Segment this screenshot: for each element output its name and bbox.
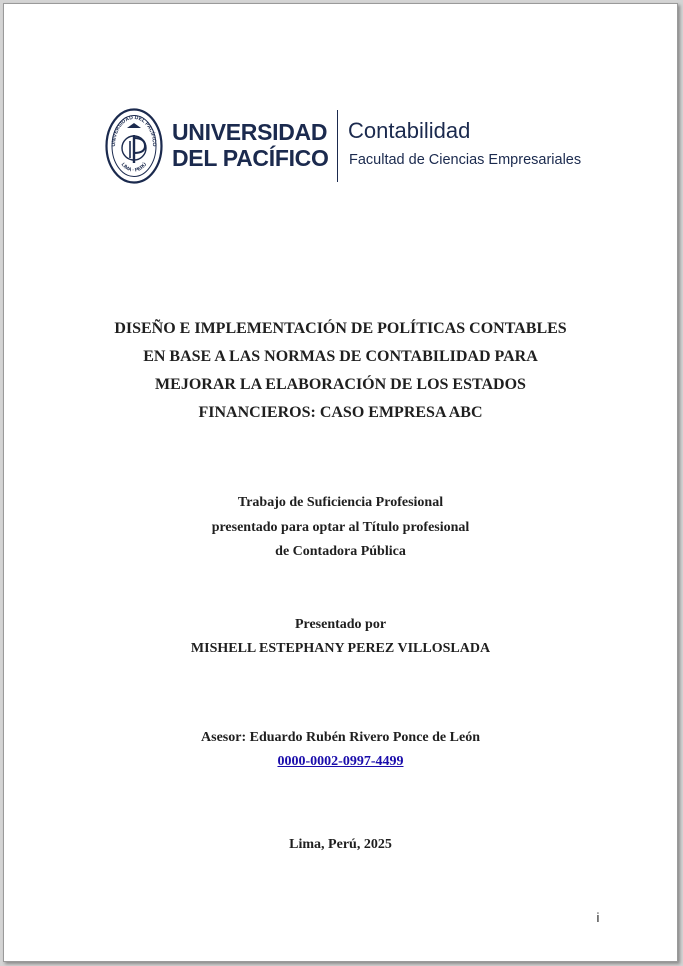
title-line: MEJORAR LA ELABORACIÓN DE LOS ESTADOS xyxy=(155,376,526,393)
document-page xyxy=(3,3,678,962)
presented-by-block xyxy=(64,613,617,661)
advisor-block xyxy=(64,726,617,774)
orcid-link[interactable]: 0000-0002-0997-4499 xyxy=(277,754,404,769)
title-line: EN BASE A LAS NORMAS DE CONTABILIDAD PARA xyxy=(143,348,538,365)
university-seal-icon xyxy=(105,108,163,184)
faculty-subtitle: Facultad de Ciencias Empresariales xyxy=(349,152,582,168)
logo-divider xyxy=(337,110,338,182)
seal-bottom-text: LIMA · PERÚ xyxy=(119,161,149,174)
place-date: Lima, Perú, 2025 xyxy=(289,837,392,852)
presented-by-label: Presentado por xyxy=(294,617,387,632)
thesis-title xyxy=(64,315,617,427)
page-number: i xyxy=(596,910,600,925)
author-name: MISHELL ESTEPHANY PEREZ VILLOSLADA xyxy=(190,641,491,656)
work-line: Trabajo de Suficiencia Profesional xyxy=(237,495,444,510)
university-name xyxy=(172,119,332,171)
title-line: DISEÑO E IMPLEMENTACIÓN DE POLÍTICAS CONTABLES xyxy=(114,320,567,337)
work-line: de Contadora Pública xyxy=(275,544,406,559)
title-line: FINANCIEROS: CASO EMPRESA ABC xyxy=(198,404,483,421)
university-name-line-2: DEL PACÍFICO xyxy=(172,145,329,171)
seal-top-text: UNIVERSIDAD DEL PACÍFICO xyxy=(110,114,158,147)
university-name-line-1: UNIVERSIDAD xyxy=(172,119,328,145)
work-line: presentado para optar al Título profesional xyxy=(211,519,470,535)
advisor-name: Asesor: Eduardo Rubén Rivero Ponce de León xyxy=(201,730,480,745)
faculty-title: Contabilidad xyxy=(348,118,471,143)
work-description xyxy=(64,491,617,565)
